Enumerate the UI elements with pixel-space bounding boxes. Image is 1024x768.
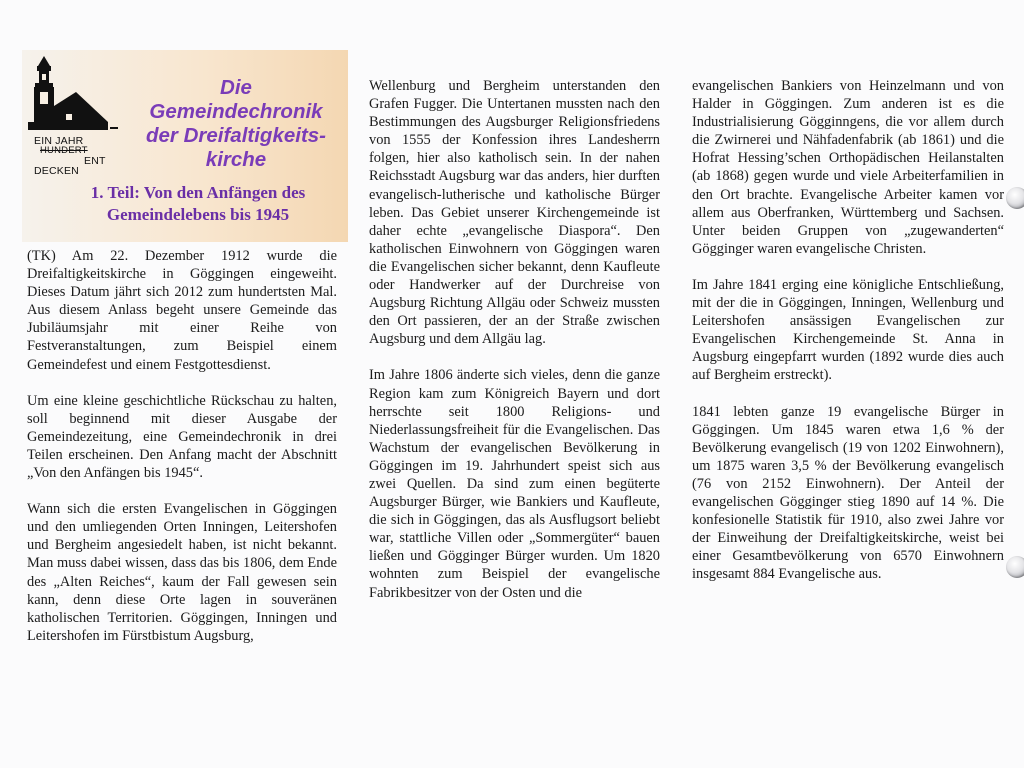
text-column-1 [27,247,337,645]
article-title [132,76,340,172]
text-column-3 [692,77,1004,583]
binder-hole [1006,187,1024,209]
title-line: der Dreifaltigkeits- [146,124,326,147]
paragraph: (TK) Am 22. Dezember 1912 wurde die Dreifaltigkeitskirche in Göggingen eingeweiht. Dieses Datum jährt sich 2012 zum hundertsten Mal. Aus diesem Anlass begeht unsere Gemeinde das Jubiläumsjahr mit einer Reihe von Festveranstaltungen, zum Beispiel einem Gemeindefest und einem Festgottesdienst. [27,248,337,373]
logo-line-4: DECKEN [34,165,79,177]
binder-hole [1006,556,1024,578]
logo-line-1: EIN JAHR [34,135,84,147]
paragraph: Wann sich die ersten Evangelischen in Göggingen und den umliegenden Orten Inningen, Leitershofen und Bergheim angesiedelt haben, ist nicht bekannt. Man muss dabei wissen, dass das bis 1806, dem Ende des „Alten Reiches“, kaum der Fall gewesen sein kann, denn diese Orte lagen in souveränen katholischen Territorien. Göggingen, Inningen und Leitershofen im Fürstbistum Augsburg, [27,501,337,644]
paragraph: Im Jahre 1806 änderte sich vieles, denn die ganze Region kam zum Königreich Bayern und dort herrschte seit 1800 Religions- und Niederlassungsfreiheit für die Evangelischen. Das Wachstum der evangelischen Bevölkerung in Göggingen im 19. Jahrhundert speist sich aus zwei Quellen. Da sind zum einen begüterte Augsburger Bürger, wie Bankiers und Kaufleute, die sich in Göggingen, das als Ausflugsort beliebt war, stattliche Villen oder „Sommergüter“ bauen ließen und Gögginger Bürger wurden. Um 1820 wohnten zum Beispiel der evangelische Fabrikbesitzer von der Osten und die [369,367,660,601]
paragraph: 1841 lebten ganze 19 evangelische Bürger in Göggingen. Um 1845 waren etwa 1,6 % der Bevölkerung evangelisch (19 von 1202 Einwohnern), um 1875 waren 3,5 % der Bevölkerung evangelisch (76 von 2152 Einwohnern). Der Anteil der evangelischen Gögginger stieg 1890 auf 14 %. Die konfesionelle Statistik für 1910, also zwei Jahre vor der Einweihung der Dreifaltigkeitskirche, weist bei einer Gesamtbevölkerung von 6570 Einwohnern insgesamt 884 Evangelische aus. [692,403,1004,583]
paragraph: evangelischen Bankiers von Heinzelmann und von Halder in Göggingen. Zum anderen ist es die Industrialisierung Gögginngens, die vor allem durch die Zwirnerei und Nähfadenfabrik (ab 1861) und die Hofrat Hessing’schen Orthopädischen Heilanstalten (ab 1868) gegen wurde und viele Arbeiterfamilien in den Ort brachte. Evangelische Arbeiter kamen vor allem aus Oberfranken, Württemberg und Sachsen. Unter beiden Gruppen von „zugewanderten“ Gögginger waren evangelische Christen. [692,78,1004,257]
subtitle-line: 1. Teil: Von den Anfängen des [90,183,306,202]
text-column-2 [369,77,660,602]
title-line: Gemeindechronik [149,100,323,123]
paragraph: Wellenburg und Bergheim unterstanden den Grafen Fugger. Die Untertanen mussten nach den Bestimmungen des Augsburger Religionsfriedens von 1555 der Konfession ihres Landesherrn folgen, hier also katholisch sein. In der nahen Reichsstadt Augsburg war das anders, hier durften evangelisch-lutherische und katholische Bürger leben. Das Gebiet unserer Kirchengemeinde ist daher echte „evangelische Diaspora“. Den katholischen Einwohnern von Göggingen waren die Evangelischen sicher bekannt, denn Kaufleute oder Handwerker auf der Durchreise von Augsburg Richtung Allgäu oder Schweiz mussten den Ort passieren, der an der Straße zwischen Augsburg und dem Allgäu lag. [369,78,660,348]
title-line: kirche [205,148,267,171]
paragraph: Um eine kleine geschichtliche Rückschau zu halten, soll beginnend mit dieser Ausgabe der Gemeindezeitung, eine Gemeindechronik in drei Teilen erscheinen. Den Anfang macht der Abschnitt „Von den Anfängen bis 1945“. [27,392,337,482]
article-header [22,50,348,242]
logo-line-2: HUNDERT [40,145,88,156]
church-logo [22,56,122,176]
title-line: Die [220,76,252,99]
paragraph: Im Jahre 1841 erging eine königliche Entschließung, mit der die in Göggingen, Inningen, Wellenburg und Leitershofen ansässigen Evangelischen zur Evangelischen Kirchengemeinde St. Anna in Augsburg eingepfarrt wurden (1892 wurde dies auch auf Bergheim erstreckt). [692,276,1004,384]
church-icon [24,56,120,140]
logo-line-3: ENT [84,155,106,167]
article-subtitle [48,182,348,226]
logo-text [32,136,118,176]
subtitle-line: Gemeindelebens bis 1945 [106,205,290,224]
